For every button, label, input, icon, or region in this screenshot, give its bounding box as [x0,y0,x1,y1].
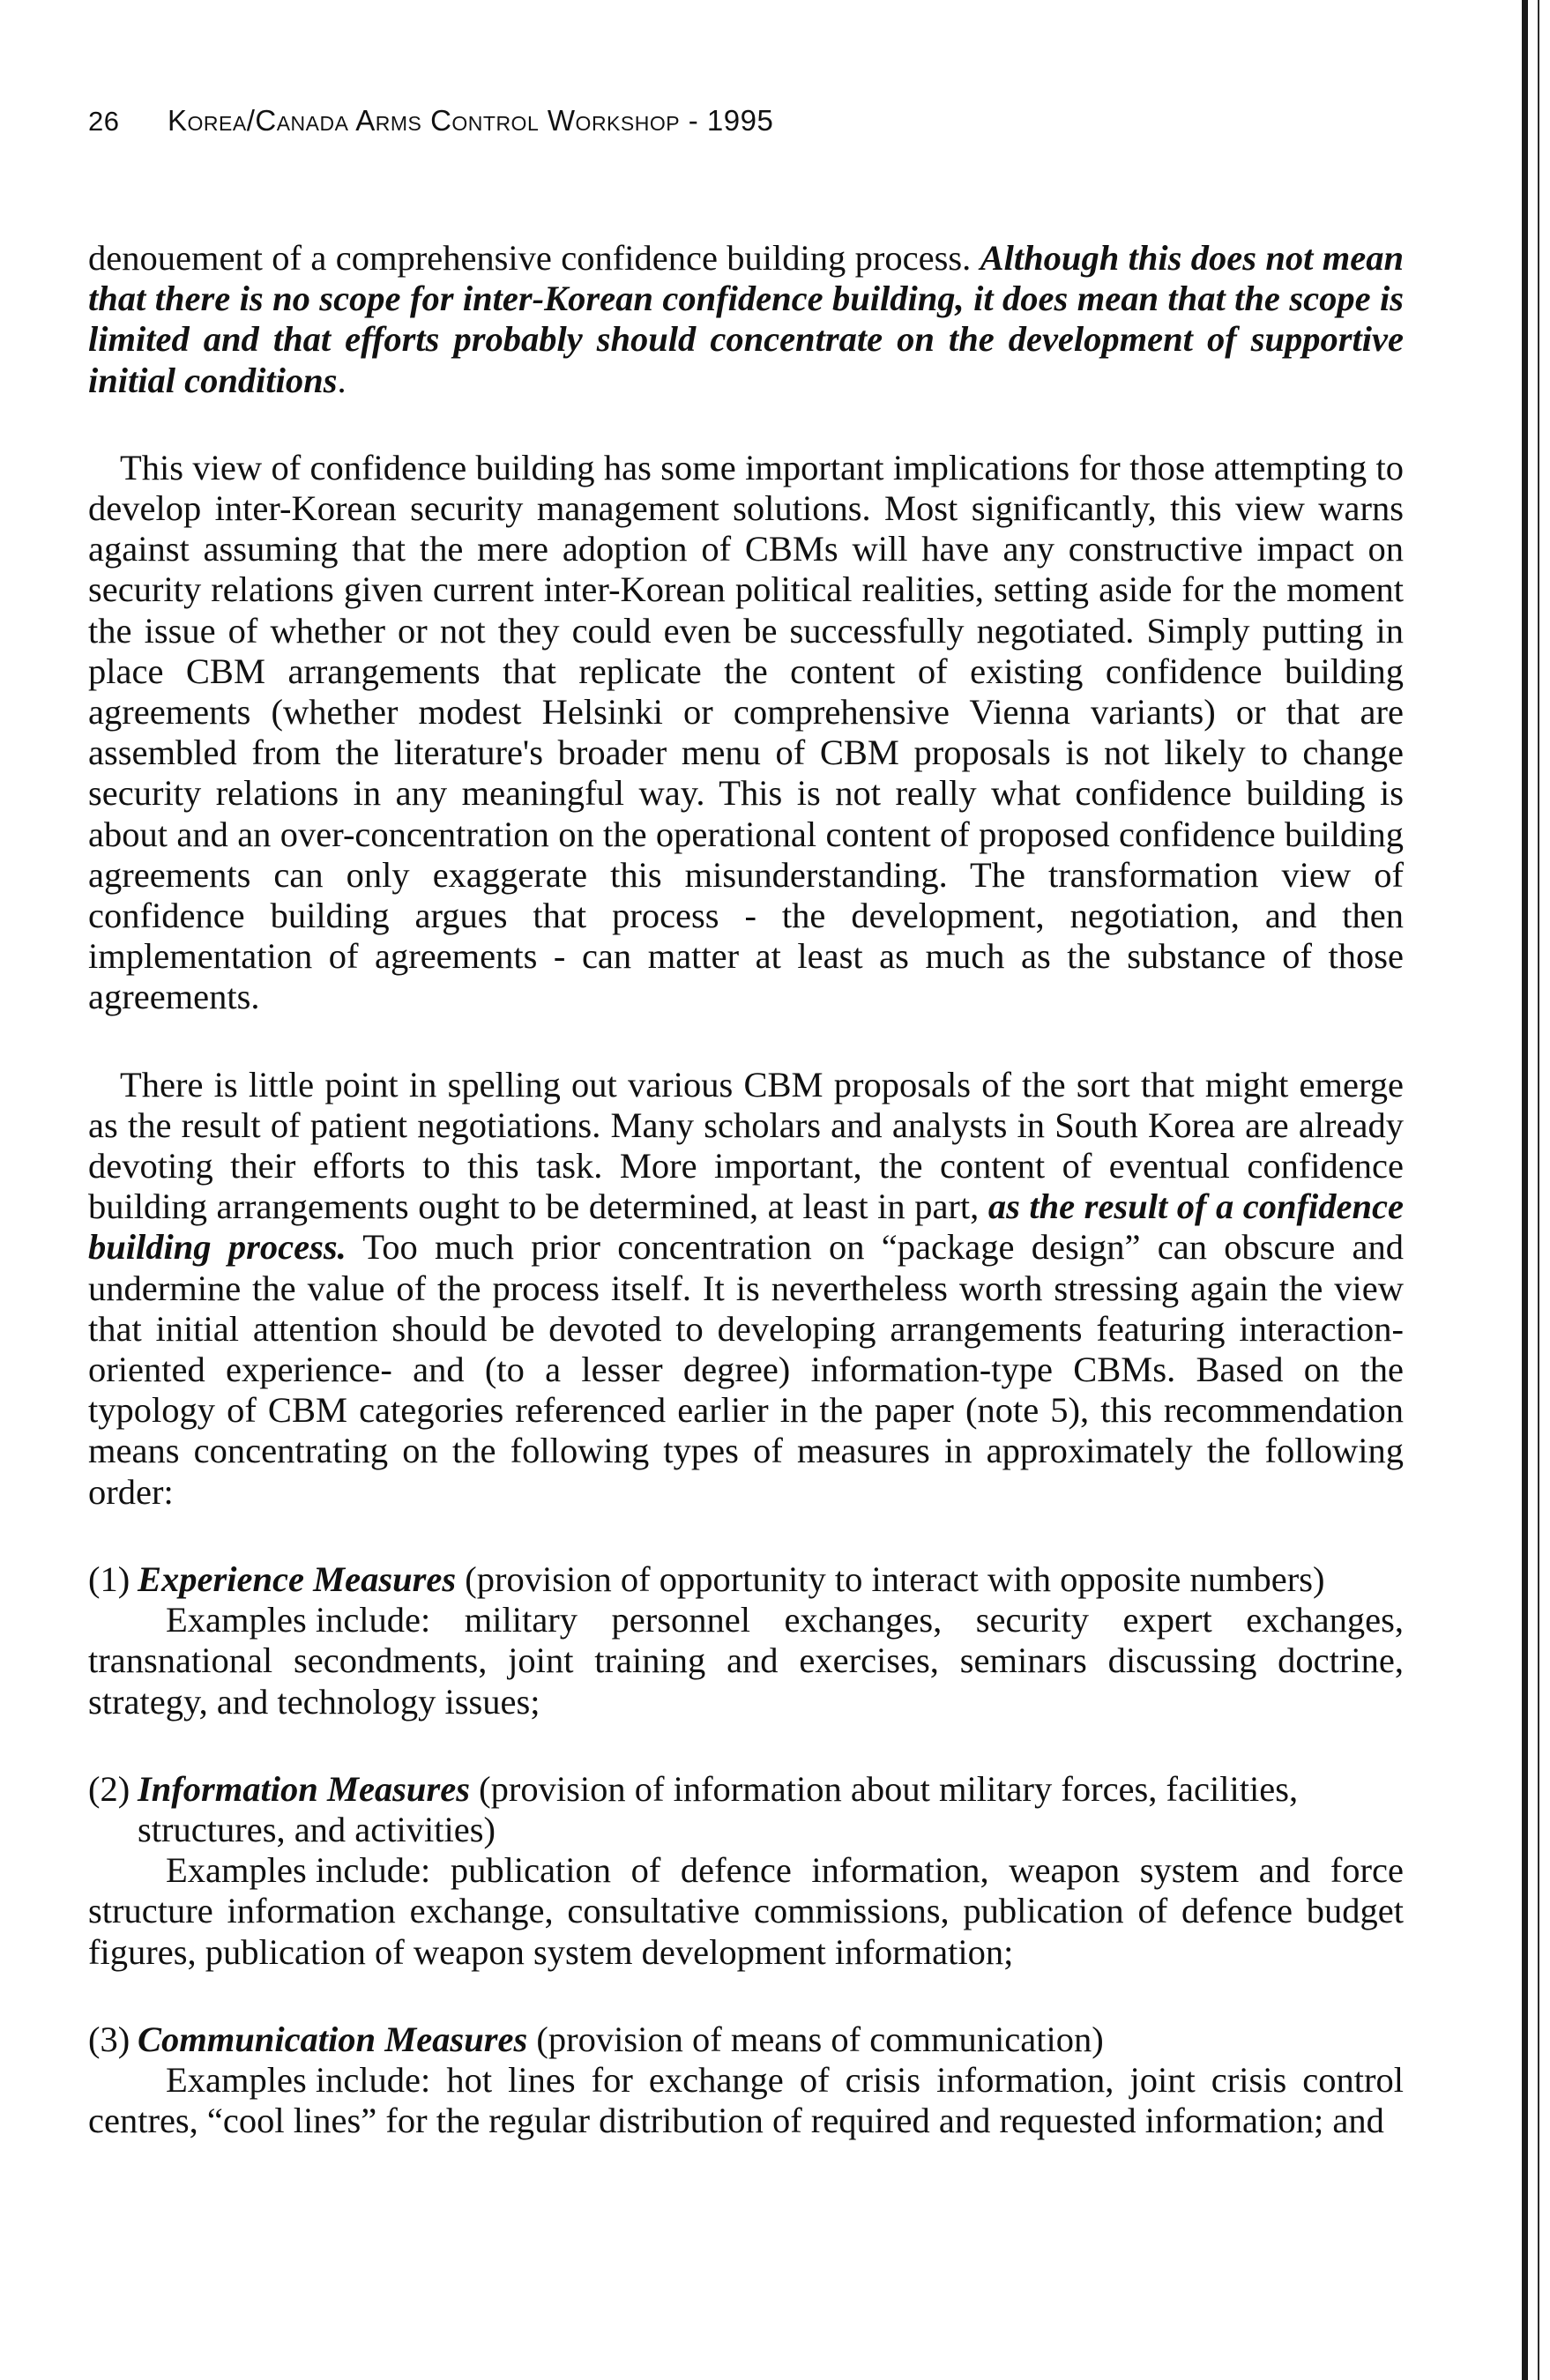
examples-label: Examples include: [166,1850,431,1891]
measure-number: (3) [88,2019,130,2059]
measure-list [88,1559,1404,2141]
paragraph-list [88,238,1404,1513]
body-text [88,238,1404,2188]
paragraph [88,1065,1404,1513]
paragraph-text: There is little point in spelling out various CBM proposals of the sort that might emerge as the result of patient negotiations. Many scholars and analysts in South Korea are already devoting their efforts to this task. More important, the content of eventual confidence building arrangements ought to be determined, at least in part, [88,1064,1404,1227]
measure-examples [88,2060,1404,2141]
measure-item [88,1769,1404,1973]
examples-text: military personnel exchanges, security expert exchanges, transnational secondments, joint training and exercises, seminars discussing doctrine, strategy, and technology issues; [88,1600,1404,1722]
measure-title-line [138,1769,1404,1850]
paragraph-text: . [337,360,347,400]
emphasized-text: as the result of a confidence building process. [88,1186,1404,1268]
measure-title: Communication Measures [138,2019,528,2059]
examples-text: hot lines for exchange of crisis information, joint crisis control centres, “cool lines” for the regular distribution of required and requested information; and [88,2059,1404,2141]
measure-number: (1) [88,1558,130,1599]
running-header [88,104,773,138]
measure-heading [88,1769,1404,1850]
measure-heading [88,2019,1404,2060]
measure-title: Experience Measures [138,1558,457,1599]
paragraph-text: denouement of a comprehensive confidence building process. [88,238,980,278]
measure-examples [88,1600,1404,1722]
measure-item [88,1559,1404,1722]
measure-title-line [138,2019,1404,2060]
paragraph-text: This view of confidence building has some important implications for those attempting to develop inter-Korean security management solutions. Most significantly, this view warns against assuming that the mere adoption of CBMs will have any constructive impact on security relations given current inter-Korean political realities, setting aside for the moment the issue of whether or not they could even be successfully negotiated. Simply putting in place CBM arrangements that replicate the content of existing confidence building agreements (whether modest Helsinki or comprehensive Vienna variants) or that are assembled from the literature's broader menu of CBM proposals is not likely to change security relations in any meaningful way. This is not really what confidence building is about and an over-concentration on the operational content of proposed confidence building agreements can only exaggerate this misunderstanding. The transformation view of confidence building argues that process - the development, negotiation, and then implementation of agreements - can matter at least as much as the substance of those agreements. [88,447,1404,1017]
running-title: Korea/Canada Arms Control Workshop - 1995 [168,104,774,137]
page-number: 26 [88,106,120,137]
measure-description: (provision of means of communication) [527,2019,1104,2059]
measure-number: (2) [88,1768,130,1809]
examples-label: Examples include: [166,2059,431,2100]
page-edge-rule [1522,0,1528,2380]
paragraph [88,238,1404,401]
emphasized-text: Although this does not mean that there is no scope for inter-Korean confidence building, it does mean that the scope is limited and that efforts probably should concentrate on the development of supportive initial conditions [88,238,1404,400]
measure-title-line [138,1559,1404,1600]
paragraph-text: Too much prior concentration on “package design” can obscure and undermine the value of the process itself. It is nevertheless worth stressing again the view that initial attention should be devoted to developing arrangements featuring interaction-oriented experience- and (to a lesser degree) information-type CBMs. Based on the typology of CBM categories referenced earlier in the paper (note 5), this recommendation means concentrating on the following types of measures in approximately the following order: [88,1227,1404,1512]
measure-description: (provision of information about military forces, facilities, structures, and activities) [138,1768,1299,1849]
examples-label: Examples include: [166,1600,431,1640]
measure-description: (provision of opportunity to interact with opposite numbers) [456,1558,1325,1599]
paragraph [88,448,1404,1018]
examples-text: publication of defence information, weapon system and force structure information exchange, consultative commissions, publication of defence budget figures, publication of weapon system development information; [88,1850,1404,1972]
page-edge-rule-thin [1538,0,1539,2380]
measure-item [88,2019,1404,2142]
measure-heading [88,1559,1404,1600]
measure-examples [88,1850,1404,1973]
measure-title: Information Measures [138,1768,470,1809]
